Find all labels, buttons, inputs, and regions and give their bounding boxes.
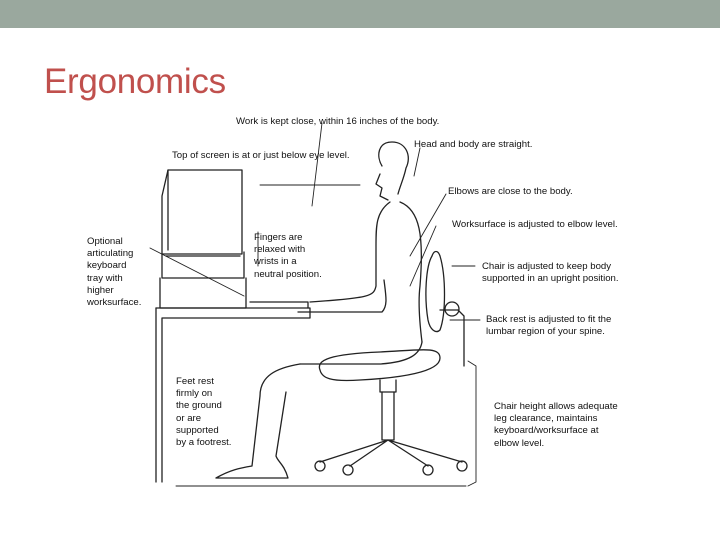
label-elbows: Elbows are close to the body.: [448, 186, 573, 197]
label-keyboard-tray: Optional articulating keyboard tray with higher worksurface.: [87, 236, 142, 309]
person-drawing: [216, 142, 422, 478]
label-work-close: Work is kept close, within 16 inches of the body.: [236, 116, 440, 127]
label-worksurface: Worksurface is adjusted to elbow level.: [452, 219, 618, 230]
ergonomics-diagram: [80, 106, 640, 488]
label-back-rest: Back rest is adjusted to fit the lumbar region of your spine.: [486, 314, 612, 338]
slide-title: Ergonomics: [44, 62, 226, 101]
top-accent-bar: [0, 0, 720, 28]
label-fingers: Fingers are relaxed with wrists in a neutral position.: [254, 232, 322, 280]
label-chair-height: Chair height allows adequate leg clearance, maintains keyboard/worksurface at elbow level.: [494, 401, 618, 449]
label-chair-adjusted: Chair is adjusted to keep body supported in an upright position.: [482, 261, 619, 285]
label-head-body: Head and body are straight.: [414, 139, 533, 150]
monitor-drawing: [160, 170, 246, 308]
label-feet: Feet rest firmly on the ground or are supported by a footrest.: [176, 376, 232, 449]
label-top-screen: Top of screen is at or just below eye level.: [172, 150, 350, 161]
